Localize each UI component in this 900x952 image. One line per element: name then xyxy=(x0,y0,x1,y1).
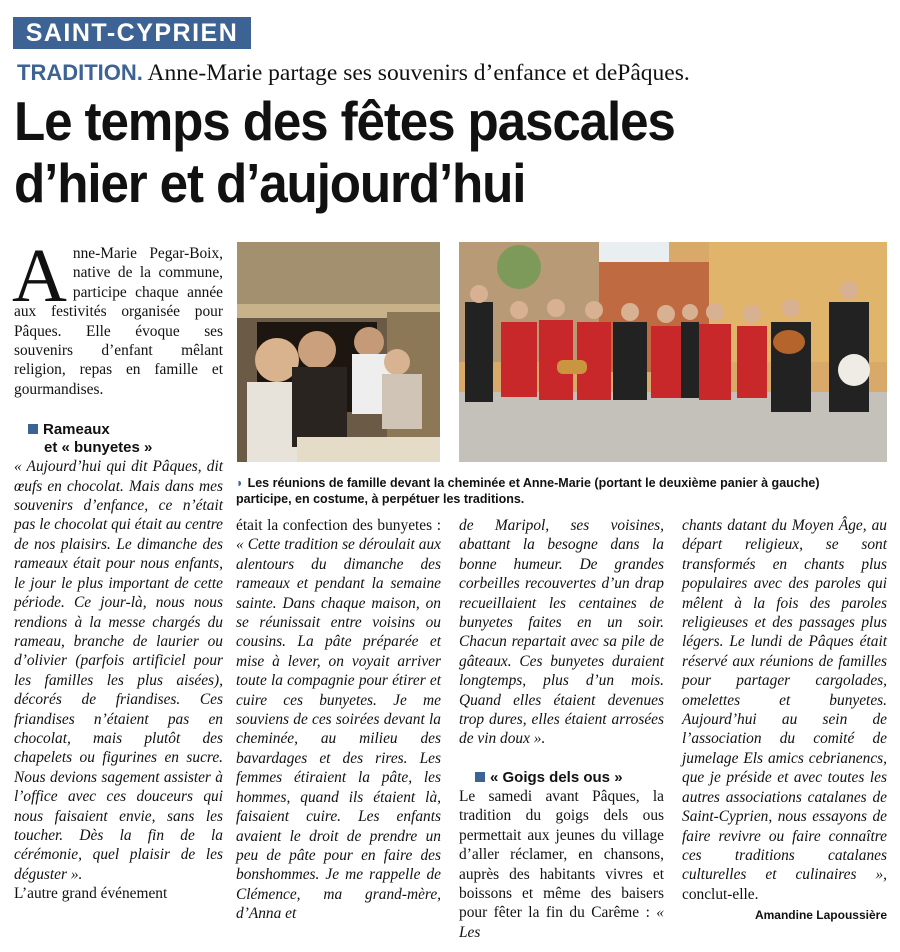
square-bullet-icon xyxy=(475,772,485,782)
col3-paragraph xyxy=(459,787,664,942)
photo-family-fireplace xyxy=(237,242,440,462)
subhead-goigs xyxy=(475,769,664,787)
col4-paragraph xyxy=(682,516,887,904)
kicker-text: Anne-Marie partage ses souvenirs d’enfance et dePâques. xyxy=(142,60,690,86)
intro-text: nne-Marie Pegar-Boix, native de la commune, participe chaque année aux festivités organisée pour Pâques. Elle évoque ses souvenirs d’enfant mêlant religion, repas en famille et gourmandises. xyxy=(14,245,223,398)
square-bullet-icon xyxy=(28,424,38,434)
col3-text: Le samedi avant Pâques, la tradition du goigs dels ous permettait aux jeunes du village d’aller réclamer, en chansons, auprès des habitants vivres et boissons et même des baisers pour fêter la fin du Carême : xyxy=(459,787,664,922)
photo-costume-group xyxy=(459,242,887,462)
subhead-rameaux xyxy=(28,421,223,439)
headline-line-1: Le temps des fêtes pascales xyxy=(14,90,675,152)
photo-costume-group-image xyxy=(459,242,887,462)
dropcap: A xyxy=(12,234,67,318)
col2-quote: « Cette tradition se déroulait aux alentours du dimanche des rameaux et pendant la semaine sainte. Dans chaque maison, on se réunissait entre voisins ou cousins. La pâte préparée et mise à lever, on voyait arriver toute la compagnie pour étirer et cuire ces bunyetes. Je me souviens de ces soirées devant la cheminée, au milieu des bavardages et des rires. Les femmes étiraient la pâte, les hommes, quand ils étaient là, faisaient cuire. Les enfants avaient le droit de prendre un peu de pâte pour en faire des bonshommes. Je me rappelle de Clémence, ma grand-mère, d’Anna et xyxy=(236,536,441,923)
subhead-goigs-text: « Goigs dels ous » xyxy=(490,768,623,786)
headline-line-2: d’hier et d’aujourd’hui xyxy=(14,152,526,214)
col3-tail: « Les xyxy=(459,904,664,941)
photo-caption xyxy=(236,475,876,507)
intro-paragraph xyxy=(12,234,223,399)
col4-end: conclut-elle. xyxy=(682,885,759,903)
article-column-3 xyxy=(459,516,664,942)
headline xyxy=(14,90,675,214)
subhead-rameaux-line1: Rameaux xyxy=(43,421,110,439)
kicker xyxy=(17,58,690,88)
subhead-bunyetes: et « bunyetes » xyxy=(44,439,153,457)
kicker-label: TRADITION. xyxy=(17,60,143,85)
caption-text: Les réunions de famille devant la cheminée et Anne-Marie (portant le deuxième panier à gauche) participe, en costume, à perpétuer les traditions. xyxy=(236,476,820,506)
col3-quote: de Maripol, ses voisines, abattant la besogne dans la bonne humeur. De grandes corbeilles recouvertes d’un drap recueillaient les centaines de bunyetes faites en un soir. Chacun repartait avec sa pile de gâteaux. Ces bunyetes duraient longtemps, plus d’un mois. Quand elles étaient devenues trop dures, elles étaient arrosées de vin doux ». xyxy=(459,517,664,748)
article-column-1 xyxy=(12,234,223,904)
col1-quote: « Aujourd’hui qui dit Pâques, dit œufs en chocolat. Mais dans mes souvenirs d’enfance, ce n’était pas le chocolat qui était au centre de nos plaisirs. Le dimanche des rameaux était pour nous enfants, le jour le plus important de cette période. Ce jour-là, nous nous rendions à la messe chargés du rameau, branche de laurier ou d’olivier (parfois artificiel pour les familles les plus aisées), décorés de friandises. Ces friandises n’étaient pas en chocolat, mais plutôt des chapelets ou figurines en sucre. Nous devions sagement assister à l’office avec ces douceurs qui nous faisaient envie, sans les toucher. Dès la fin de la cérémonie, quel plaisir de les déguster ». xyxy=(14,458,223,883)
col2-paragraph xyxy=(236,516,441,924)
col1-end: L’autre grand événement xyxy=(14,885,168,903)
col4-quote: chants datant du Moyen Âge, au départ religieux, se sont transformés en chants plus populaires avec des paroles qui mêlent à la fois des paroles religieuses et des passages plus légers. Le lundi de Pâques était réservé aux réunions de familles pour partager cargolades, omelettes et bunyetes. Aujourd’hui au sein de l’association du comité de jumelage Els amics cebrianencs, que je préside et avec toutes les autres associations catalanes de Saint-Cyprien, nous essayons de faire revivre ou faire connaître ces traditions catalanes culturelles et culinaires », xyxy=(682,517,887,884)
col2-start: était la confection des bunyetes : xyxy=(236,517,441,534)
article-column-4 xyxy=(682,516,887,926)
author-byline: Amandine Lapoussière xyxy=(754,908,887,923)
photo-family-fireplace-image xyxy=(237,242,440,462)
caption-arrow-icon: ◗ xyxy=(236,476,244,490)
section-tag: SAINT-CYPRIEN xyxy=(13,17,251,49)
article-column-2 xyxy=(236,516,441,924)
